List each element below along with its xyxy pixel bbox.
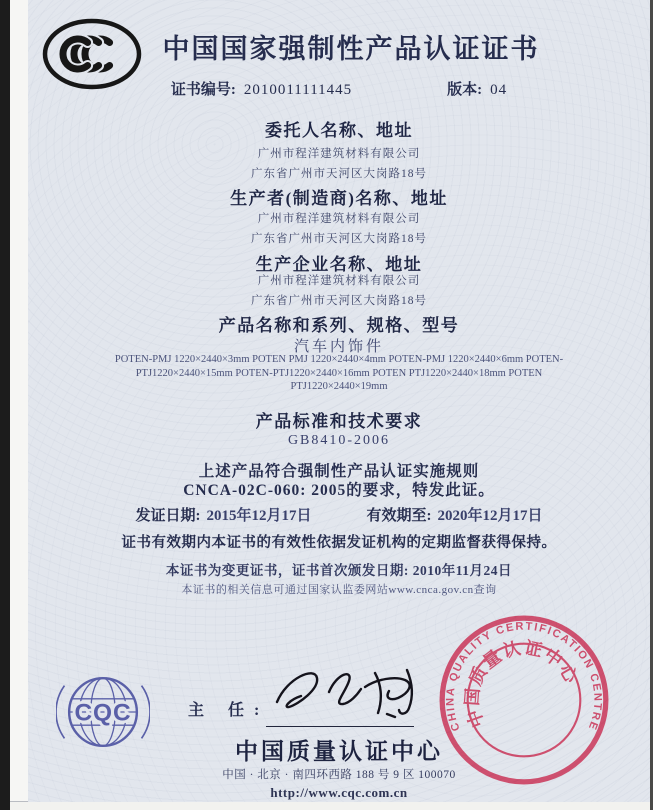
- version: [447, 78, 507, 99]
- factory-address: 广东省广州市天河区大岗路18号: [251, 295, 427, 307]
- director-label: 主 任:: [188, 702, 270, 719]
- lookup-note: 本证书的相关信息可通过国家认监委网站www.cnca.gov.cn查询: [181, 584, 497, 596]
- validity-note: 证书有效期内本证书的有效性依据发证机构的定期监督获得保持。: [121, 535, 557, 551]
- scan-edge-bottom: [10, 801, 650, 810]
- certificate-title: 中国国家强制性产品认证证书: [162, 34, 540, 64]
- expiry-date-value: 2020年12月17日: [437, 508, 543, 524]
- standard-value: GB8410-2006: [287, 433, 391, 448]
- footer-website: http://www.cqc.com.cn: [270, 785, 408, 800]
- manufacturer-address: 广东省广州市天河区大岗路18号: [251, 233, 427, 245]
- footer-address: 中国 · 北京 · 南四环西路 188 号 9 区 100070: [222, 769, 456, 781]
- applicant-heading: 委托人名称、地址: [265, 121, 413, 140]
- seal-inner-text: 中国质量认证中心: [461, 637, 583, 731]
- issue-date: [135, 504, 311, 525]
- applicant-address: 广东省广州市天河区大岗路18号: [251, 168, 427, 180]
- certificate-number-value: 2010011111445: [243, 82, 353, 98]
- certificate-paper: [28, 0, 650, 802]
- dates-row: [28, 504, 650, 525]
- expiry-date-label: 有效期至:: [366, 508, 432, 524]
- certificate-number: [171, 78, 352, 99]
- cqc-red-seal: [436, 612, 612, 788]
- seal-outer-text: CHINA QUALITY CERTIFICATION CENTRE: [444, 620, 604, 733]
- expiry-date: [367, 504, 543, 525]
- change-note: 本证书为变更证书，证书首次颁发日期: 2010年11月24日: [165, 563, 513, 578]
- scan-edge-left: [10, 0, 28, 810]
- issue-date-label: 发证日期:: [135, 508, 201, 524]
- version-label: 版本:: [447, 82, 483, 98]
- factory-name: 广州市程洋建筑材料有限公司: [257, 275, 421, 287]
- version-value: 04: [490, 82, 508, 98]
- organization-name: 中国质量认证中心: [235, 739, 443, 764]
- manufacturer-heading: 生产者(制造商)名称、地址: [230, 189, 448, 208]
- certificate-number-row: [28, 78, 650, 99]
- product-name: 汽车内饰件: [293, 339, 384, 355]
- issue-date-value: 2015年12月17日: [206, 508, 312, 524]
- cqc-logo-text: CQC: [74, 699, 132, 727]
- manufacturer-name: 广州市程洋建筑材料有限公司: [257, 213, 421, 225]
- applicant-name: 广州市程洋建筑材料有限公司: [257, 148, 421, 160]
- product-models-text: POTEN-PMJ 1220×2440×3mm POTEN PMJ 1220×2440×4mm POTEN-PMJ 1220×2440×6mm POTEN-PTJ1220×2440×15mm POTEN-PTJ1220×2440×16mm POTEN PTJ1220×2440×18mm POTEN PTJ1220×2440×19mm: [114, 354, 564, 393]
- statement-line1: 上述产品符合强制性产品认证实施规则: [198, 463, 480, 480]
- product-heading: 产品名称和系列、规格、型号: [218, 316, 460, 335]
- factory-heading: 生产企业名称、地址: [255, 255, 423, 274]
- product-models: [28, 353, 650, 394]
- standard-heading: 产品标准和技术要求: [255, 412, 423, 431]
- statement-line2: CNCA-02C-060: 2005的要求，特发此证。: [183, 482, 495, 499]
- certificate-number-label: 证书编号:: [170, 82, 236, 98]
- signature-line: [266, 726, 414, 727]
- director-signature: [271, 660, 431, 724]
